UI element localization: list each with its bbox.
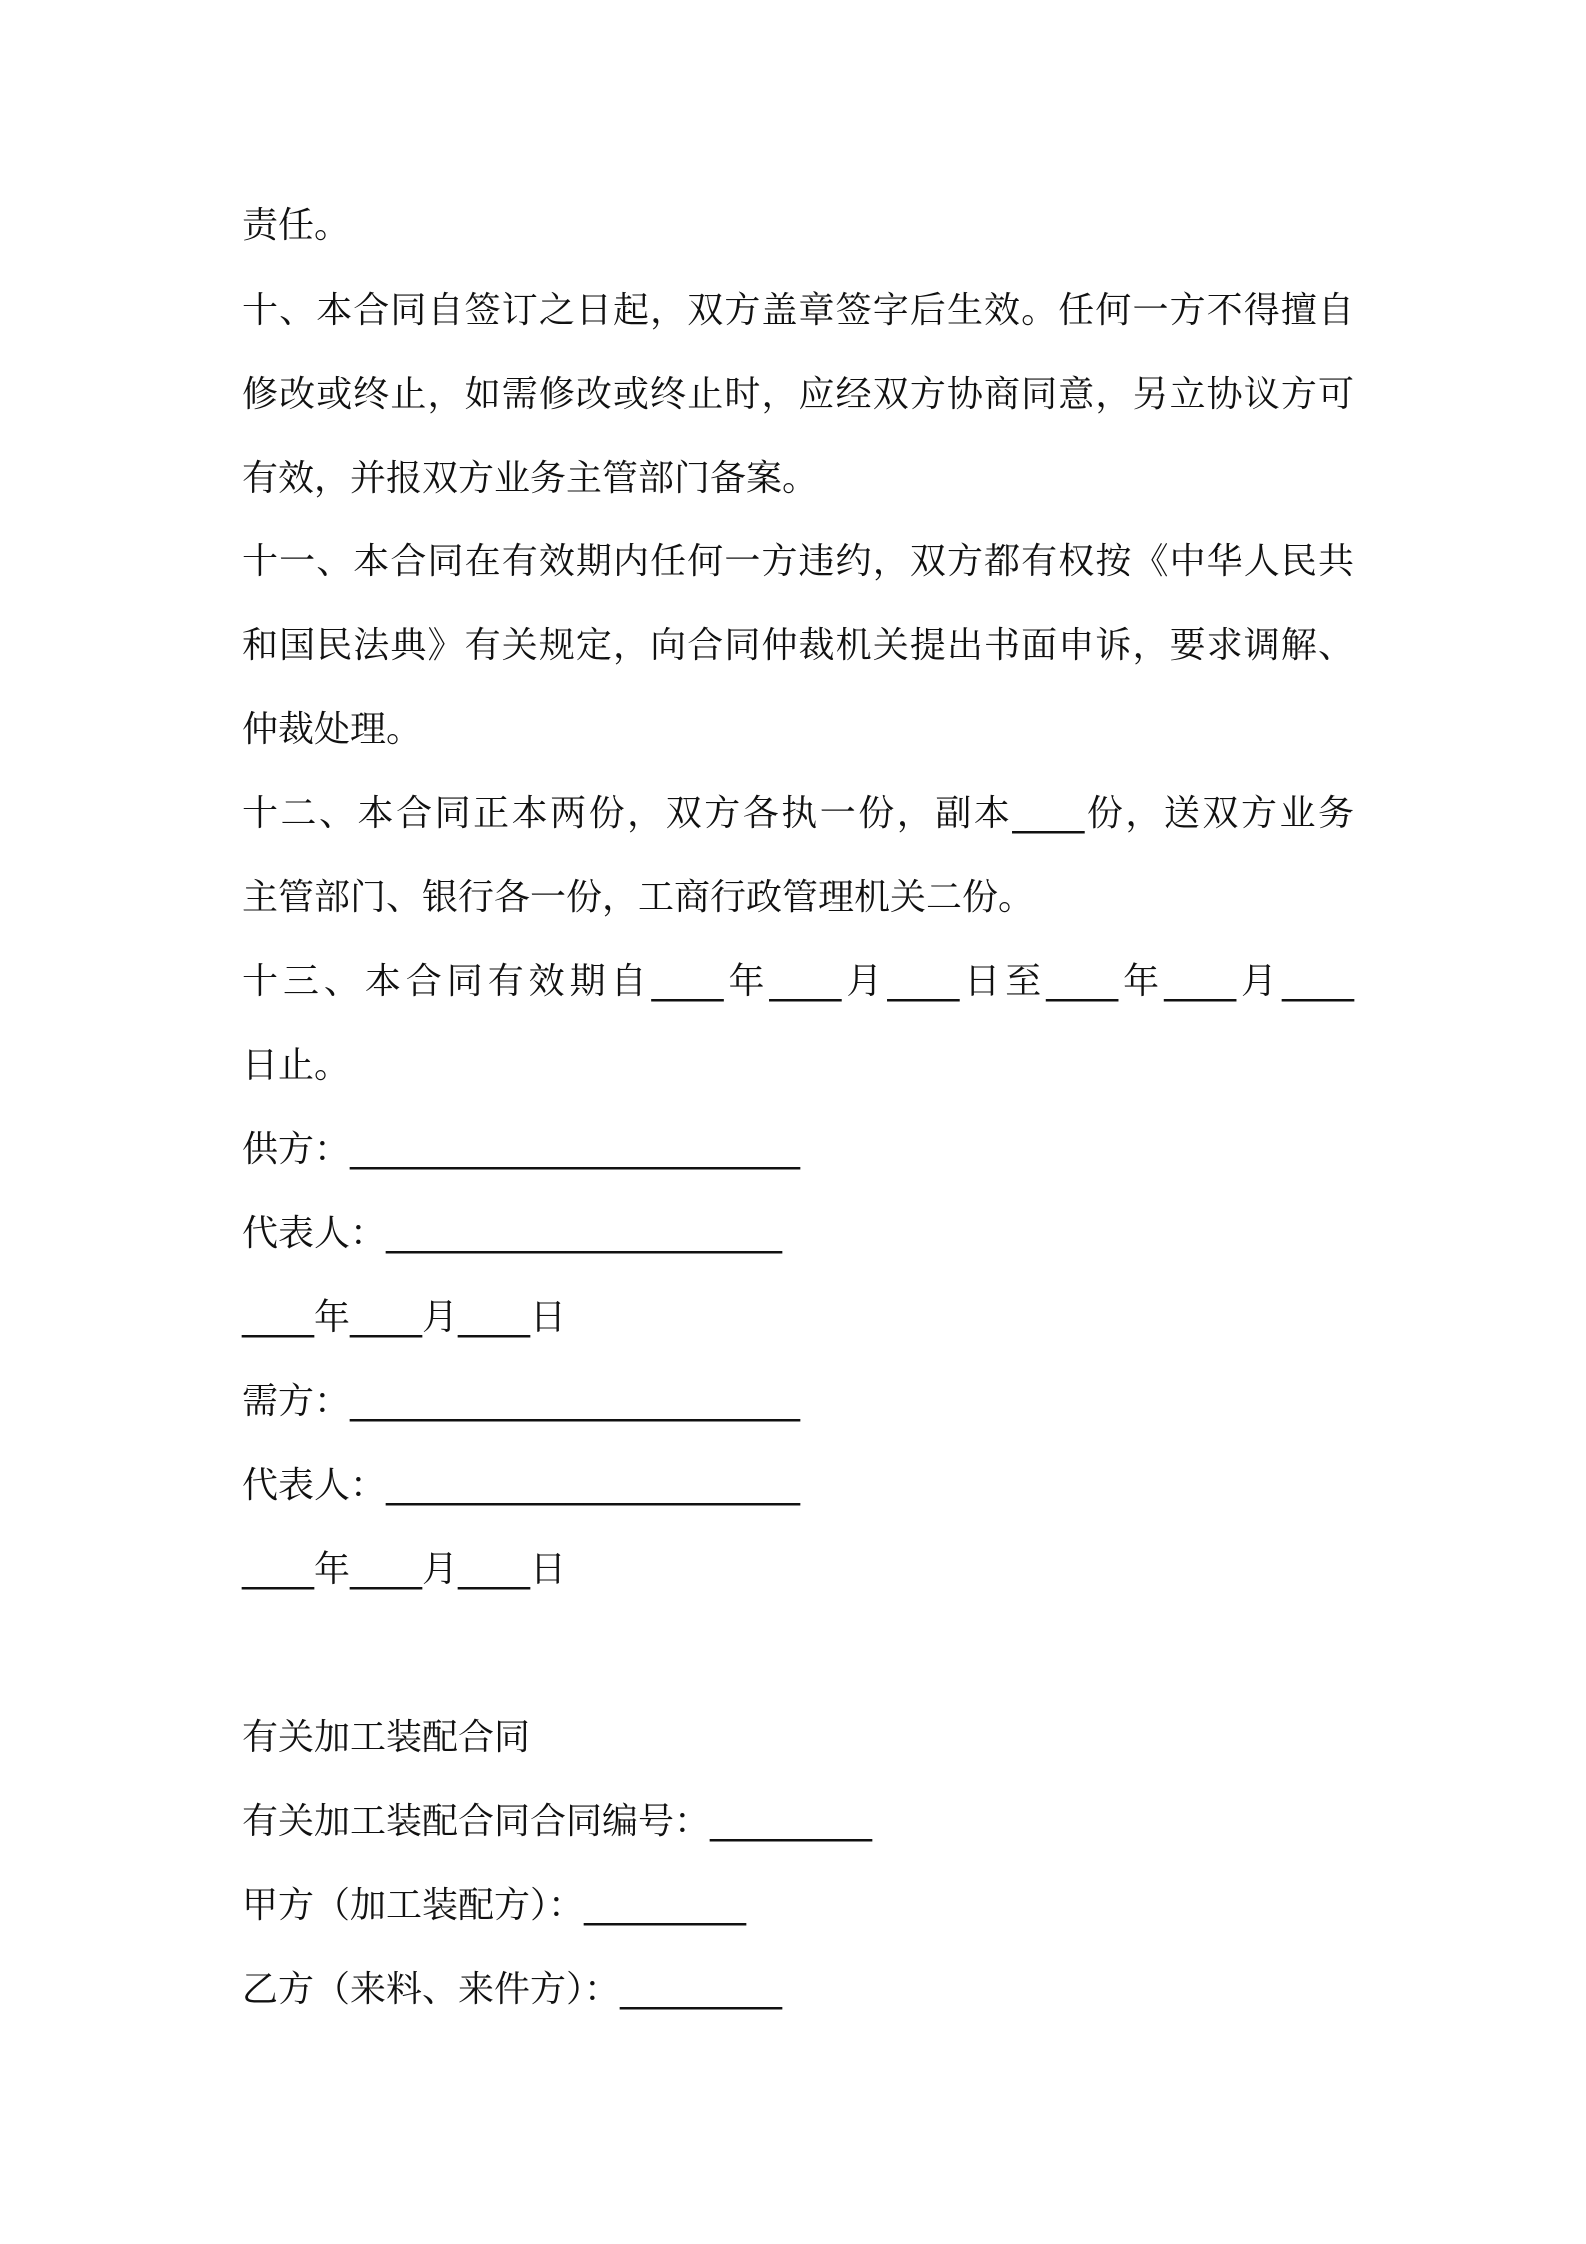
clause-12-line-2: 主管部门、银行各一份，工商行政管理机关二份。 [242, 877, 1035, 918]
clause-13-line-1: 十三、本合同有效期自____年____月____日至____年____月____ [242, 961, 1354, 1002]
contract-title: 有关加工装配合同 [242, 1717, 531, 1758]
supplier-date-line: ____年____月____日 [242, 1297, 567, 1338]
clause-11-line-1: 十一、本合同在有效期内任何一方违约，双方都有权按《中华人民共 [242, 541, 1354, 582]
party-b-line: 乙方（来料、来件方）：_________ [242, 1969, 783, 2010]
buyer-line: 需方：_________________________ [242, 1381, 801, 1422]
clause-11-line-2: 和国民法典》有关规定，向合同仲裁机关提出书面申诉，要求调解、 [242, 625, 1354, 666]
supplier-line: 供方：_________________________ [242, 1129, 801, 1170]
clause-12-line-1: 十二、本合同正本两份，双方各执一份，副本____份，送双方业务 [242, 793, 1354, 834]
clause-13-line-2: 日止。 [242, 1045, 351, 1086]
supplier-representative-line: 代表人：______________________ [242, 1213, 783, 1254]
party-a-line: 甲方（加工装配方）：_________ [242, 1885, 747, 1926]
contract-number-line: 有关加工装配合同合同编号：_________ [242, 1801, 873, 1842]
buyer-date-line: ____年____月____日 [242, 1549, 567, 1590]
clause-10-line-1: 十、本合同自签订之日起，双方盖章签字后生效。任何一方不得擅自 [242, 290, 1354, 331]
clause-10-line-3: 有效，并报双方业务主管部门备案。 [242, 458, 819, 499]
clause-10-line-2: 修改或终止，如需修改或终止时，应经双方协商同意，另立协议方可 [242, 374, 1354, 415]
clause-11-line-3: 仲裁处理。 [242, 709, 423, 750]
buyer-representative-line: 代表人：_______________________ [242, 1465, 801, 1506]
text-line: 责任。 [242, 205, 351, 246]
